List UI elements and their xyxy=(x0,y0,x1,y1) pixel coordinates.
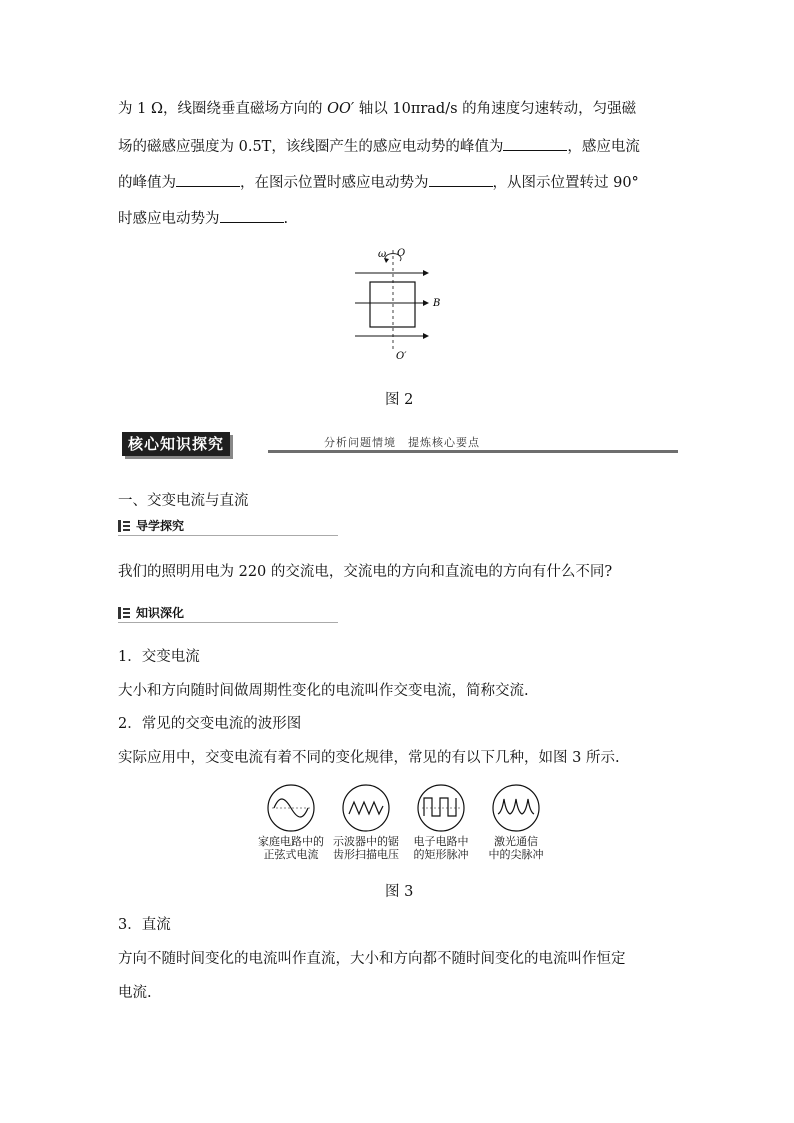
intro-text: 场的磁感应强度为 0.5T，该线圈产生的感应电动势的峰值为 xyxy=(118,139,504,155)
wave-label: 电子电路中 的矩形脉冲 xyxy=(413,835,469,861)
item-2-body: 实际应用中，交变电流有着不同的变化规律，常见的有以下几种，如图 3 所示. xyxy=(118,750,620,766)
wave-label: 激光通信 中的尖脉冲 xyxy=(488,835,544,861)
intro-text: 的峰值为 xyxy=(118,175,176,191)
o-prime-label: O′ xyxy=(396,351,407,362)
item-1-title: 1．交变电流 xyxy=(118,649,200,665)
coil-in-field-diagram xyxy=(340,240,460,370)
o-label: O xyxy=(397,248,406,259)
inquiry-question: 我们的照明用电为 220 的交流电，交流电的方向和直流电的方向有什么不同? xyxy=(118,564,613,580)
banner-rule xyxy=(268,450,678,453)
list-bullet-icon xyxy=(118,607,130,619)
intro-text: 为 1 Ω，线圈绕垂直磁场方向的 xyxy=(118,101,328,117)
b-label: B xyxy=(433,298,441,309)
answer-blank xyxy=(220,209,284,223)
item-3-body-2: 电流. xyxy=(118,985,152,1001)
wave-label: 家庭电路中的 正弦式电流 xyxy=(258,835,324,861)
answer-blank xyxy=(503,137,567,151)
intro-line-2 xyxy=(118,137,640,156)
wave-label: 示波器中的锯 齿形扫描电压 xyxy=(333,835,399,861)
intro-text: ，在图示位置时感应电动势为 xyxy=(240,175,429,191)
square-wave-icon xyxy=(418,785,464,831)
list-bullet-icon xyxy=(118,520,130,532)
omega-label: ω xyxy=(378,249,387,260)
item-3-body-1: 方向不随时间变化的电流叫作直流，大小和方向都不随时间变化的电流叫作恒定 xyxy=(118,951,626,967)
figure-3-caption: 图 3 xyxy=(385,884,414,900)
answer-blank xyxy=(429,173,493,187)
tag-guided-inquiry xyxy=(118,518,184,534)
waveform-icons xyxy=(262,782,552,834)
banner-subtitle: 分析问题情境 提炼核心要点 xyxy=(324,436,480,449)
tag-label: 知识深化 xyxy=(136,606,185,620)
intro-text: ，从图示位置转过 90° xyxy=(492,175,639,191)
tag-label: 导学探究 xyxy=(136,519,185,533)
intro-text: . xyxy=(283,211,289,227)
banner-title: 核心知识探究 xyxy=(122,432,230,456)
intro-text: 轴以 10πrad/s 的角速度匀速转动，匀强磁 xyxy=(354,101,637,117)
coil-square xyxy=(370,282,415,327)
intro-text: ，感应电流 xyxy=(567,139,640,155)
intro-line-3 xyxy=(118,173,639,192)
section-heading: 一、交变电流与直流 xyxy=(118,493,249,509)
section-banner xyxy=(118,430,678,458)
axis-label: OO′ xyxy=(327,101,355,117)
item-1-body: 大小和方向随时间做周期性变化的电流叫作交变电流，简称交流. xyxy=(118,683,529,699)
intro-line-4 xyxy=(118,209,288,228)
item-3-title: 3．直流 xyxy=(118,917,171,933)
spike-wave-icon xyxy=(493,785,539,831)
intro-line-1 xyxy=(118,100,636,118)
figure-2-caption: 图 2 xyxy=(385,392,414,408)
tag-knowledge-deepening xyxy=(118,605,184,621)
item-2-title: 2．常见的交变电流的波形图 xyxy=(118,716,302,732)
sine-wave-icon xyxy=(268,785,314,831)
intro-text: 时感应电动势为 xyxy=(118,211,220,227)
sawtooth-wave-icon xyxy=(343,785,389,831)
answer-blank xyxy=(176,173,240,187)
